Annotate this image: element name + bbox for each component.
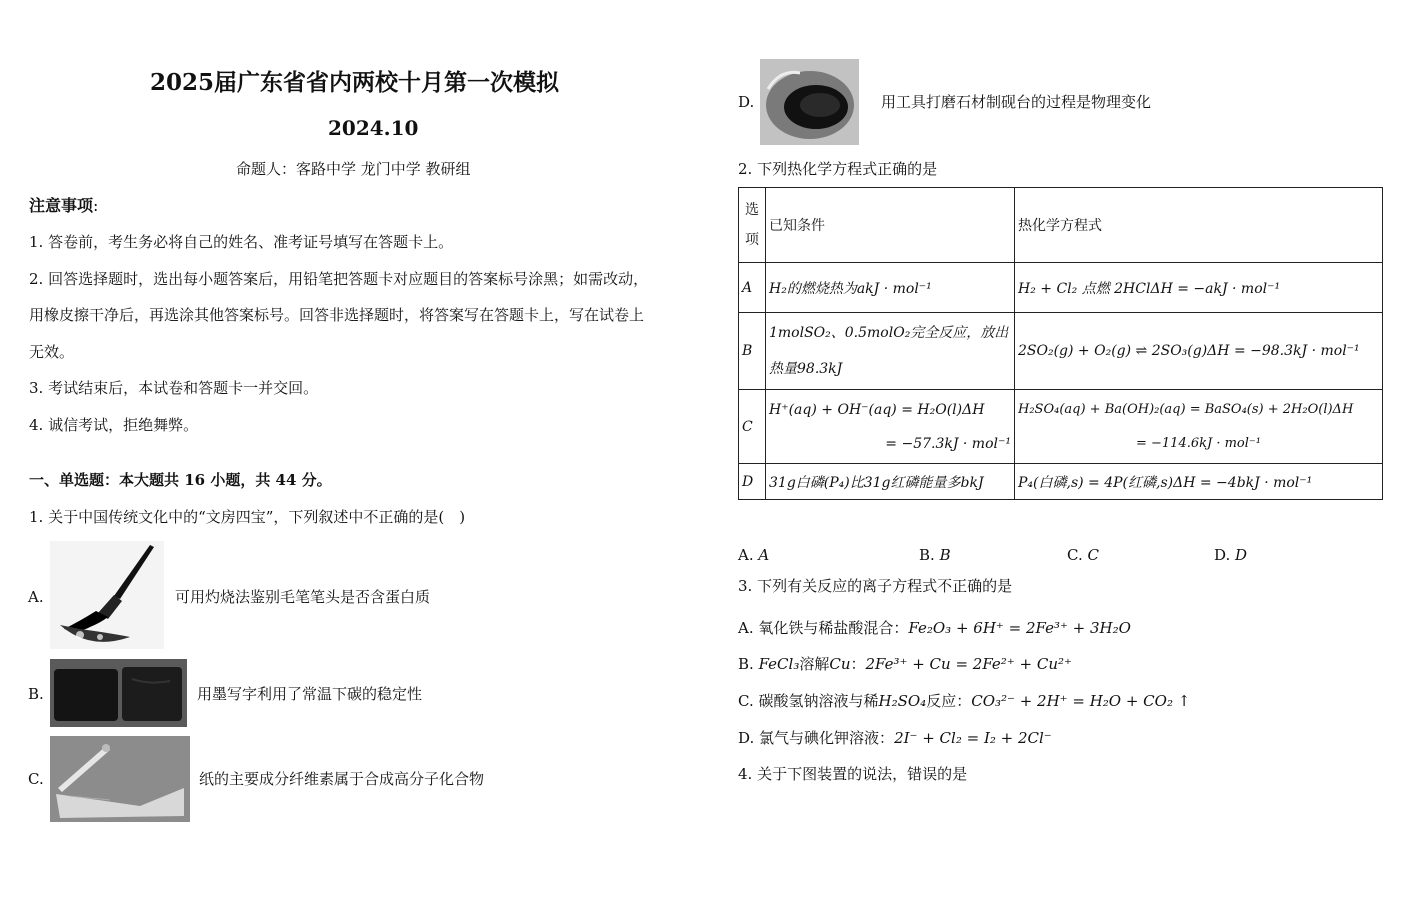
- q3-option-text: 反应：: [926, 692, 972, 710]
- row-condition: H₂的燃烧热为akJ · mol⁻¹: [766, 263, 1015, 313]
- q3-option-formula: Cu: [829, 655, 851, 673]
- notice-heading: [29, 196, 98, 216]
- q3-option-text: 氧化铁与稀盐酸混合：: [758, 619, 909, 637]
- notice-item: 4. 诚信考试，拒绝舞弊。: [29, 416, 199, 434]
- option-c-text: 纸的主要成分纤维素属于合成高分子化合物: [199, 770, 485, 788]
- q3-option-label: A.: [738, 619, 754, 637]
- q3-option-text: 溶解: [799, 655, 830, 673]
- q3-option-label: D.: [738, 729, 755, 747]
- table-row: [739, 464, 1383, 500]
- q3-option-formula: H₂SO₄: [878, 692, 927, 710]
- q3-option-equation: 2Fe³⁺ + Cu = 2Fe²⁺ + Cu²⁺: [865, 655, 1072, 673]
- row-equation-line1: H₂SO₄(aq) + Ba(OH)₂(aq) = BaSO₄(s) + 2H₂O(l)ΔH: [1018, 401, 1354, 417]
- row-option: B: [739, 313, 766, 390]
- question-1-stem: 1. 关于中国传统文化中的“文房四宝”，下列叙述中不正确的是( ): [29, 508, 466, 526]
- question-2-stem: 2. 下列热化学方程式正确的是: [738, 160, 938, 178]
- notice-heading-text: 注意事项: [29, 196, 94, 215]
- q3-option-c: [738, 691, 1190, 711]
- row-condition-line1: 1molSO₂、0.5molO₂完全反应，放出: [769, 325, 1009, 341]
- table-header-option-2: 项: [745, 232, 759, 248]
- q3-option-d: [738, 728, 1052, 748]
- exam-date: 2024.10: [328, 116, 419, 140]
- option-a-label: A.: [28, 588, 44, 606]
- q3-option-label: C.: [738, 692, 754, 710]
- answer-option-c[interactable]: [1067, 545, 1099, 565]
- row-equation: 2SO₂(g) + O₂(g) ⇌ 2SO₃(g)ΔH = −98.3kJ · mol⁻¹: [1015, 313, 1383, 390]
- notice-item: 用橡皮擦干净后，再选涂其他答案标号。回答非选择题时，将答案写在答题卡上，写在试卷上: [29, 306, 645, 324]
- answer-label: C.: [1067, 546, 1083, 564]
- question-4-stem: 4. 关于下图装置的说法，错误的是: [738, 765, 968, 783]
- table-header-option: [739, 188, 766, 263]
- notice-item: 2. 回答选择题时，选出每小题答案后，用铅笔把答题卡对应题目的答案标号涂黑；如需改动，: [29, 270, 649, 288]
- q3-option-text: ：: [850, 655, 866, 673]
- table-header-condition: 已知条件: [766, 188, 1015, 263]
- row-condition: [766, 313, 1015, 390]
- q3-option-label: B.: [738, 655, 754, 673]
- table-row: [739, 390, 1383, 464]
- table-header-option-1: 选: [745, 202, 759, 218]
- notice-item: 3. 考试结束后，本试卷和答题卡一并交回。: [29, 379, 319, 397]
- row-option: C: [739, 390, 766, 464]
- answer-label: B.: [919, 546, 935, 564]
- answer-option-d[interactable]: [1214, 545, 1247, 565]
- answer-label: A.: [738, 546, 754, 564]
- notice-item: 1. 答卷前，考生务必将自己的姓名、准考证号填写在答题卡上。: [29, 233, 454, 251]
- ink-stick-image: [50, 659, 187, 727]
- row-option: D: [739, 464, 766, 500]
- q3-option-b: [738, 654, 1072, 674]
- answer-value: D: [1235, 546, 1248, 564]
- q3-option-a: [738, 618, 1131, 638]
- question-2-table: [738, 187, 1383, 500]
- row-condition-line2: = −57.3kJ · mol⁻¹: [885, 435, 1011, 452]
- answer-value: C: [1087, 546, 1099, 564]
- option-c-label: C.: [28, 770, 44, 788]
- answer-option-a[interactable]: [738, 545, 769, 565]
- notice-heading-colon: :: [93, 196, 99, 215]
- row-condition: [766, 390, 1015, 464]
- row-equation: [1015, 390, 1383, 464]
- row-equation-line2: = −114.6kJ · mol⁻¹: [1135, 435, 1261, 451]
- option-d-text: 用工具打磨石材制砚台的过程是物理变化: [881, 93, 1152, 111]
- q3-option-equation: CO₃²⁻ + 2H⁺ = H₂O + CO₂ ↑: [971, 692, 1191, 710]
- table-header-equation: 热化学方程式: [1015, 188, 1383, 263]
- option-b-label: B.: [28, 685, 44, 703]
- row-option: A: [739, 263, 766, 313]
- q3-option-text: 碳酸氢钠溶液与稀: [758, 692, 879, 710]
- paper-scroll-image: [50, 736, 190, 822]
- answer-value: A: [758, 546, 770, 564]
- q3-option-formula: FeCl₃: [758, 655, 800, 673]
- exam-authors: 命题人：客路中学 龙门中学 教研组: [236, 160, 471, 178]
- q3-option-text: 氯气与碘化钾溶液：: [759, 729, 895, 747]
- option-b-text: 用墨写字利用了常温下碳的稳定性: [197, 685, 423, 703]
- table-row: [739, 263, 1383, 313]
- question-3-stem: 3. 下列有关反应的离子方程式不正确的是: [738, 577, 1013, 595]
- row-equation: P₄(白磷,s) = 4P(红磷,s)ΔH = −4bkJ · mol⁻¹: [1015, 464, 1383, 500]
- q3-option-equation: Fe₂O₃ + 6H⁺ = 2Fe³⁺ + 3H₂O: [908, 619, 1131, 637]
- answer-option-b[interactable]: [919, 545, 951, 565]
- exam-title: 2025届广东省省内两校十月第一次模拟: [150, 69, 560, 96]
- option-a-text: 可用灼烧法鉴别毛笔笔头是否含蛋白质: [175, 588, 431, 606]
- notice-item: 无效。: [29, 343, 75, 361]
- q3-option-equation: 2I⁻ + Cl₂ = I₂ + 2Cl⁻: [894, 729, 1052, 747]
- answer-label: D.: [1214, 546, 1231, 564]
- section-heading: 一、单选题：本大题共 16 小题，共 44 分。: [29, 471, 332, 489]
- inkstone-image: [760, 59, 859, 145]
- row-condition-line2: 热量98.3kJ: [769, 361, 843, 377]
- table-row: [739, 313, 1383, 390]
- brush-image: [50, 541, 164, 649]
- answer-value: B: [939, 546, 951, 564]
- row-condition-line1: H⁺(aq) + OH⁻(aq) = H₂O(l)ΔH: [769, 401, 985, 418]
- option-d-label: D.: [738, 93, 755, 111]
- row-equation: H₂ + Cl₂ 点燃 2HClΔH = −akJ · mol⁻¹: [1015, 263, 1383, 313]
- row-condition: 31g白磷(P₄)比31g红磷能量多bkJ: [766, 464, 1015, 500]
